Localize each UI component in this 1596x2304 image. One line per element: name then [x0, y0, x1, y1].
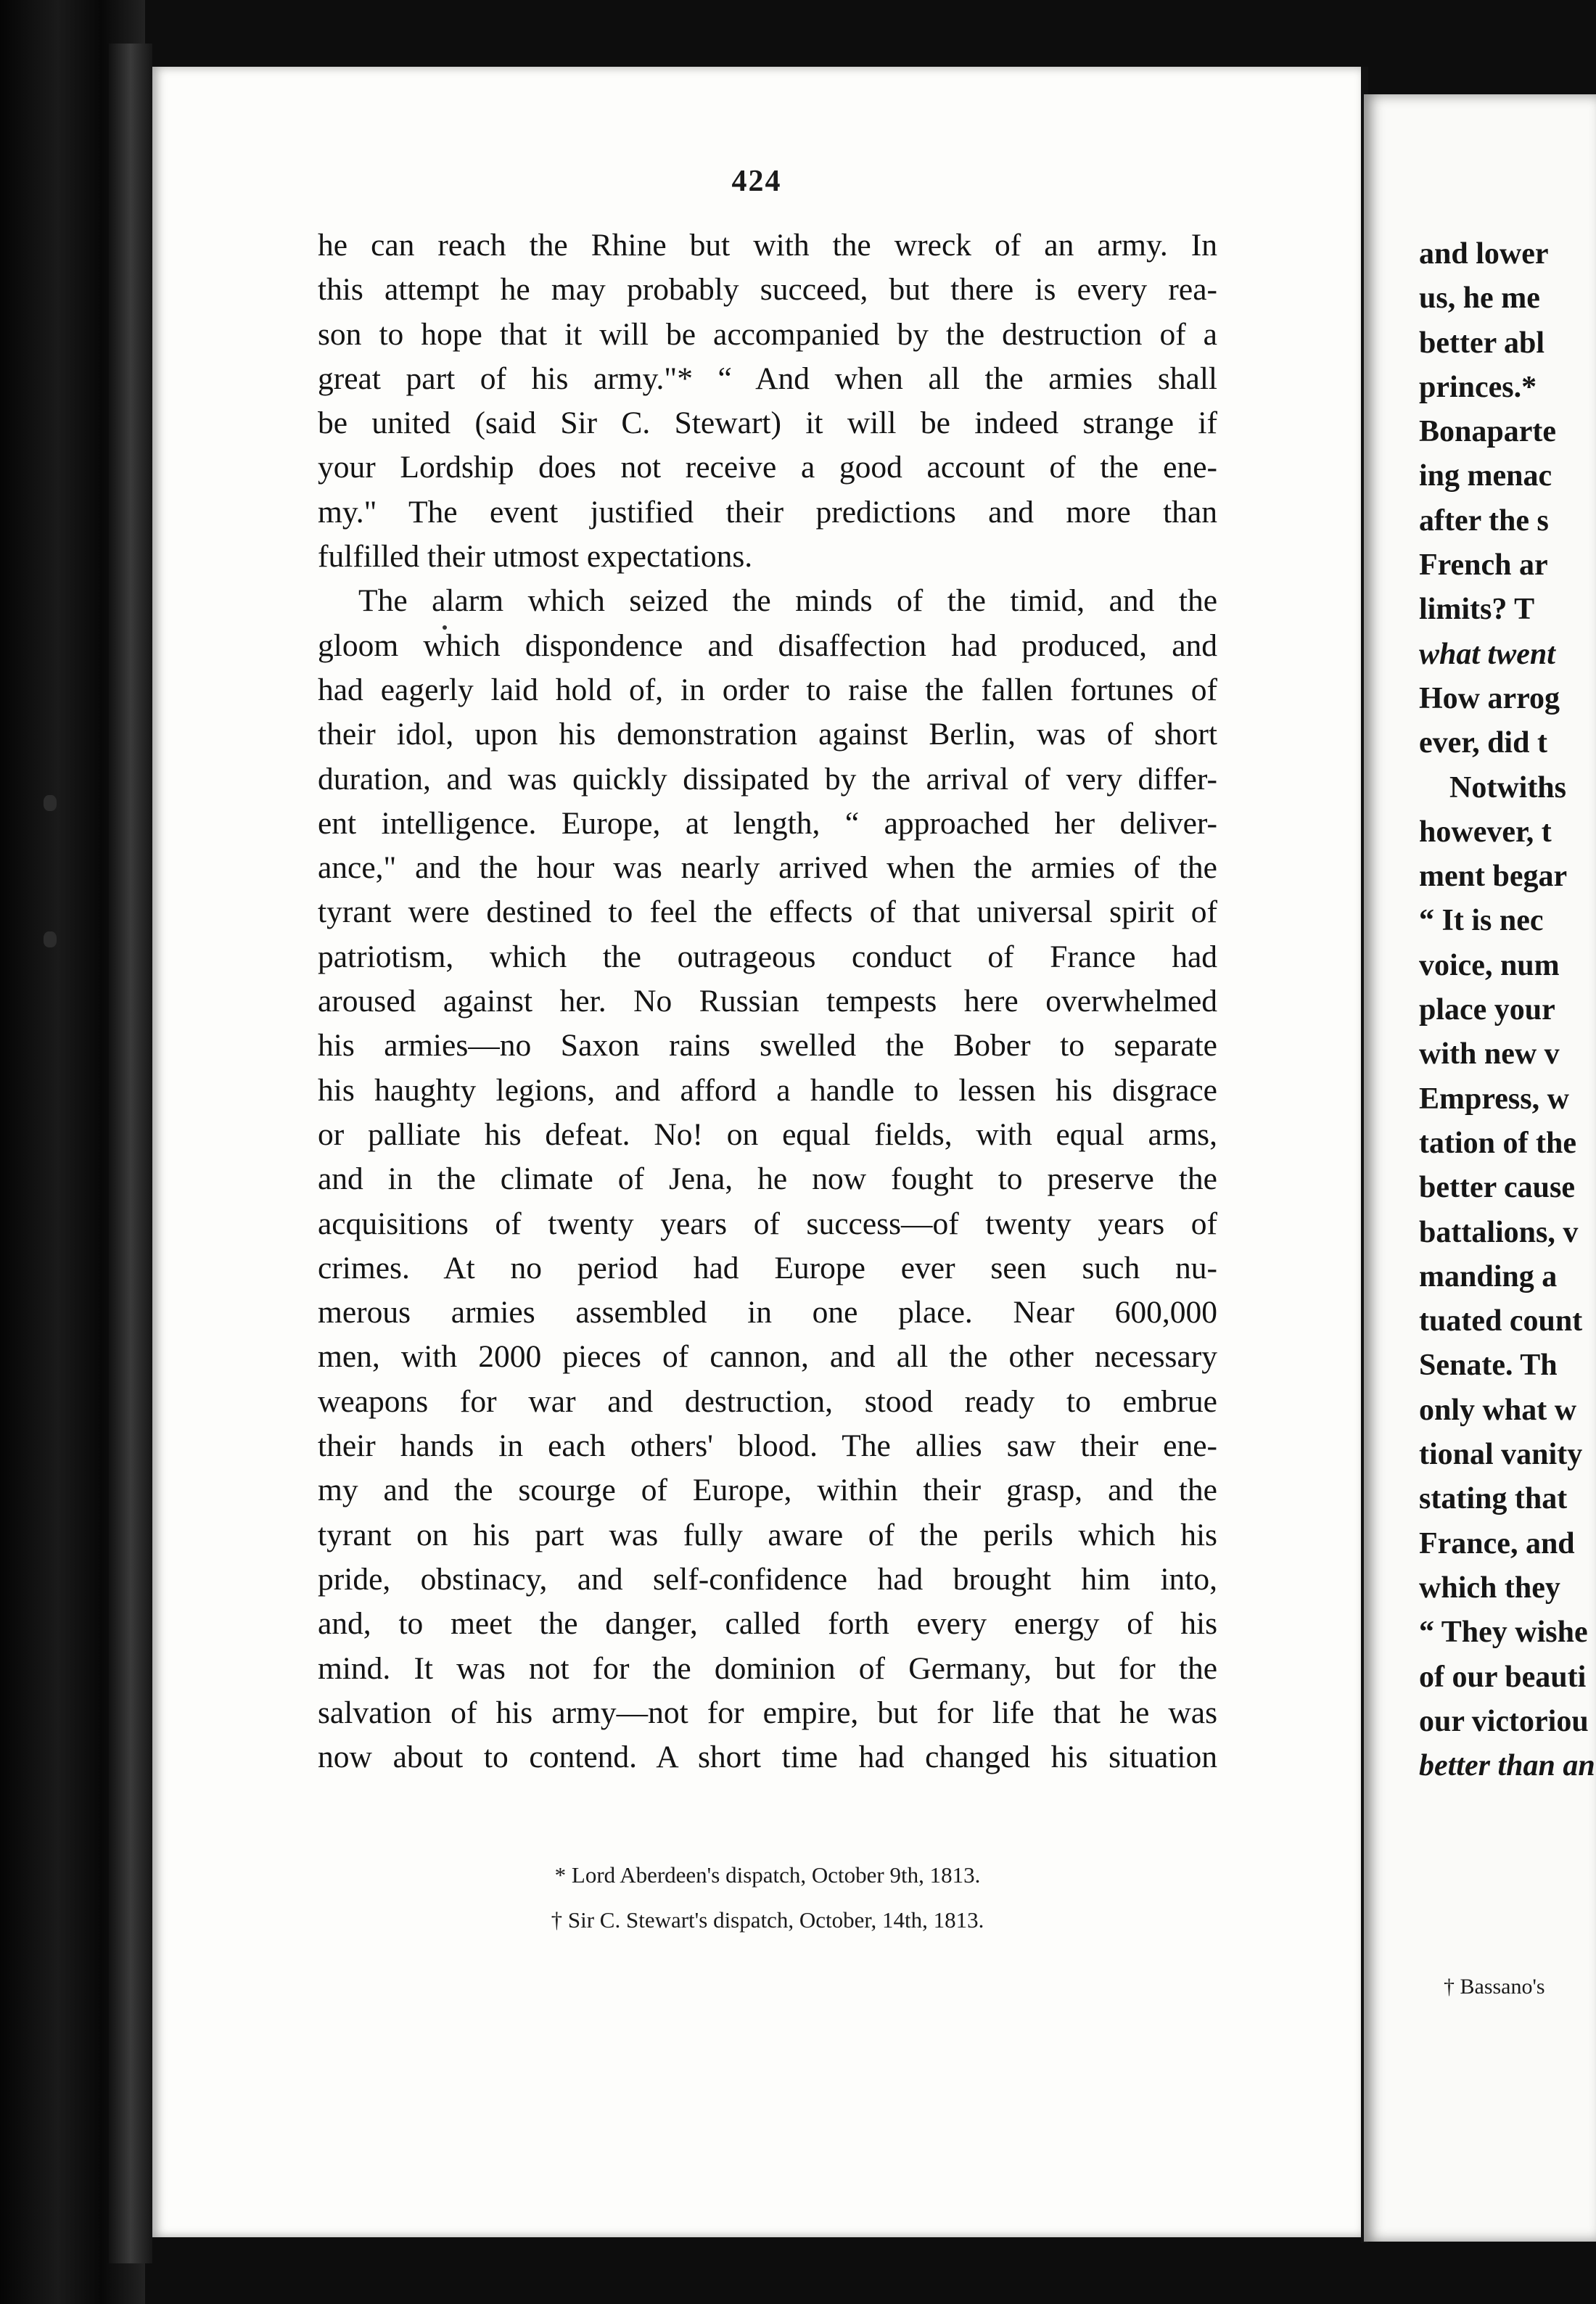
page-number: 424 — [731, 165, 782, 198]
facing-line: battalions, v — [1419, 1215, 1579, 1249]
facing-line: “ They wishe — [1419, 1616, 1588, 1650]
facing-line: Notwiths — [1449, 770, 1567, 805]
left-page — [152, 67, 1361, 2237]
text-line: salvation of his army—not for empire, but for life that he was — [318, 1695, 1217, 1730]
facing-line: better cause — [1419, 1171, 1575, 1205]
facing-line: “ It is nec — [1419, 904, 1544, 938]
facing-line: and lower — [1419, 237, 1549, 271]
facing-line: French ar — [1419, 548, 1548, 583]
footnote: † Sir C. Stewart's dispatch, October, 14th, 1813. — [551, 1907, 984, 1933]
facing-line: Bonaparte — [1419, 415, 1556, 449]
text-line: my." The event justified their predictions and more than — [318, 494, 1217, 530]
edge-spot — [44, 931, 57, 947]
text-line: ent intelligence. Europe, at length, “ approached her deliver- — [318, 805, 1217, 841]
text-line: his haughty legions, and afford a handle to lessen his disgrace — [318, 1072, 1217, 1108]
footnote: * Lord Aberdeen's dispatch, October 9th, 1813. — [554, 1862, 981, 1888]
facing-page-text — [1419, 232, 1596, 1788]
facing-line: voice, num — [1419, 948, 1560, 982]
facing-line: Empress, w — [1419, 1082, 1569, 1116]
facing-line: only what w — [1419, 1393, 1577, 1427]
text-line: and in the climate of Jena, he now fought to preserve the — [318, 1161, 1217, 1197]
text-line: mind. It was not for the dominion of Germany, but for the — [318, 1650, 1217, 1686]
facing-line: How arrog — [1419, 681, 1560, 715]
text-line: weapons for war and destruction, stood ready to embrue — [318, 1383, 1217, 1419]
text-line: or palliate his defeat. No! on equal fields, with equal arms, — [318, 1116, 1217, 1152]
text-line: their idol, upon his demonstration against Berlin, was of short — [318, 717, 1217, 752]
facing-line: tation of the — [1419, 1126, 1576, 1160]
facing-line: Senate. Th — [1419, 1349, 1558, 1383]
facing-line: France, and — [1419, 1526, 1575, 1560]
facing-line: princes.* — [1419, 370, 1537, 404]
text-line: The alarm which seized the minds of the timid, and the — [358, 583, 1217, 619]
footnotes — [318, 1853, 1217, 1943]
text-line: great part of his army."* “ And when all the armies shall — [318, 361, 1217, 396]
text-line: be united (said Sir C. Stewart) it will be indeed strange if — [318, 406, 1217, 441]
facing-line: with new v — [1419, 1037, 1560, 1071]
text-line: merous armies assembled in one place. Near 600,000 — [318, 1295, 1217, 1330]
facing-line: what twent — [1419, 637, 1555, 671]
text-line: patriotism, which the outrageous conduct of France had — [318, 939, 1217, 974]
facing-line: manding a — [1419, 1259, 1558, 1293]
facing-line: better abl — [1419, 326, 1545, 360]
text-line: tyrant on his part was fully aware of the perils which his — [318, 1517, 1217, 1552]
facing-line: ment begar — [1419, 860, 1568, 894]
facing-line: our victoriou — [1419, 1704, 1589, 1738]
facing-line: stating that — [1419, 1482, 1568, 1516]
facing-line: better than an — [1419, 1749, 1595, 1783]
facing-line: ever, did t — [1419, 726, 1547, 760]
facing-line: ing menac — [1419, 459, 1552, 493]
text-line: and, to meet the danger, called forth every energy of his — [318, 1606, 1217, 1642]
text-line: son to hope that it will be accompanied by the destruction of a — [318, 316, 1217, 352]
text-line: men, with 2000 pieces of cannon, and all the other necessary — [318, 1339, 1217, 1375]
facing-line: place your — [1419, 993, 1555, 1027]
text-line: ance," and the hour was nearly arrived when the armies of the — [318, 850, 1217, 886]
text-line: gloom which dispondence and disaffection had produced, and — [318, 628, 1217, 663]
text-line: this attempt he may probably succeed, but there is every rea- — [318, 272, 1217, 308]
facing-line: after the s — [1419, 503, 1549, 538]
facing-footnote: † Bassano's — [1444, 1975, 1545, 1999]
text-line: aroused against her. No Russian tempests here overwhelmed — [318, 984, 1217, 1019]
edge-spot — [44, 795, 57, 811]
text-line: now about to contend. A short time had changed his situation — [318, 1740, 1217, 1775]
text-line: duration, and was quickly dissipated by the arrival of very differ- — [318, 761, 1217, 797]
text-line: their hands in each others' blood. The allies saw their ene- — [318, 1428, 1217, 1464]
text-line: tyrant were destined to feel the effects of that universal spirit of — [318, 894, 1217, 930]
text-line: pride, obstinacy, and self-confidence had brought him into, — [318, 1561, 1217, 1597]
text-line: had eagerly laid hold of, in order to raise the fallen fortunes of — [318, 672, 1217, 707]
text-line: fulfilled their utmost expectations. — [318, 539, 753, 575]
facing-line: tional vanity — [1419, 1438, 1583, 1472]
text-line: acquisitions of twenty years of success—of twenty years of — [318, 1206, 1217, 1241]
facing-line: which they — [1419, 1571, 1560, 1605]
facing-line: us, he me — [1419, 281, 1540, 316]
facing-line: tuated count — [1419, 1304, 1583, 1338]
text-line: crimes. At no period had Europe ever seen such nu- — [318, 1250, 1217, 1285]
text-line: he can reach the Rhine but with the wreck of an army. In — [318, 228, 1217, 263]
text-line: his armies—no Saxon rains swelled the Bober to separate — [318, 1028, 1217, 1063]
text-line: my and the scourge of Europe, within their grasp, and the — [318, 1473, 1217, 1508]
text-line: your Lordship does not receive a good account of the ene- — [318, 450, 1217, 485]
facing-line: of our beauti — [1419, 1660, 1587, 1694]
body-text — [318, 223, 1217, 1780]
facing-line: limits? T — [1419, 593, 1535, 627]
facing-line: however, t — [1419, 815, 1552, 849]
facing-page — [1364, 94, 1596, 2242]
binding-edge — [109, 44, 152, 2263]
